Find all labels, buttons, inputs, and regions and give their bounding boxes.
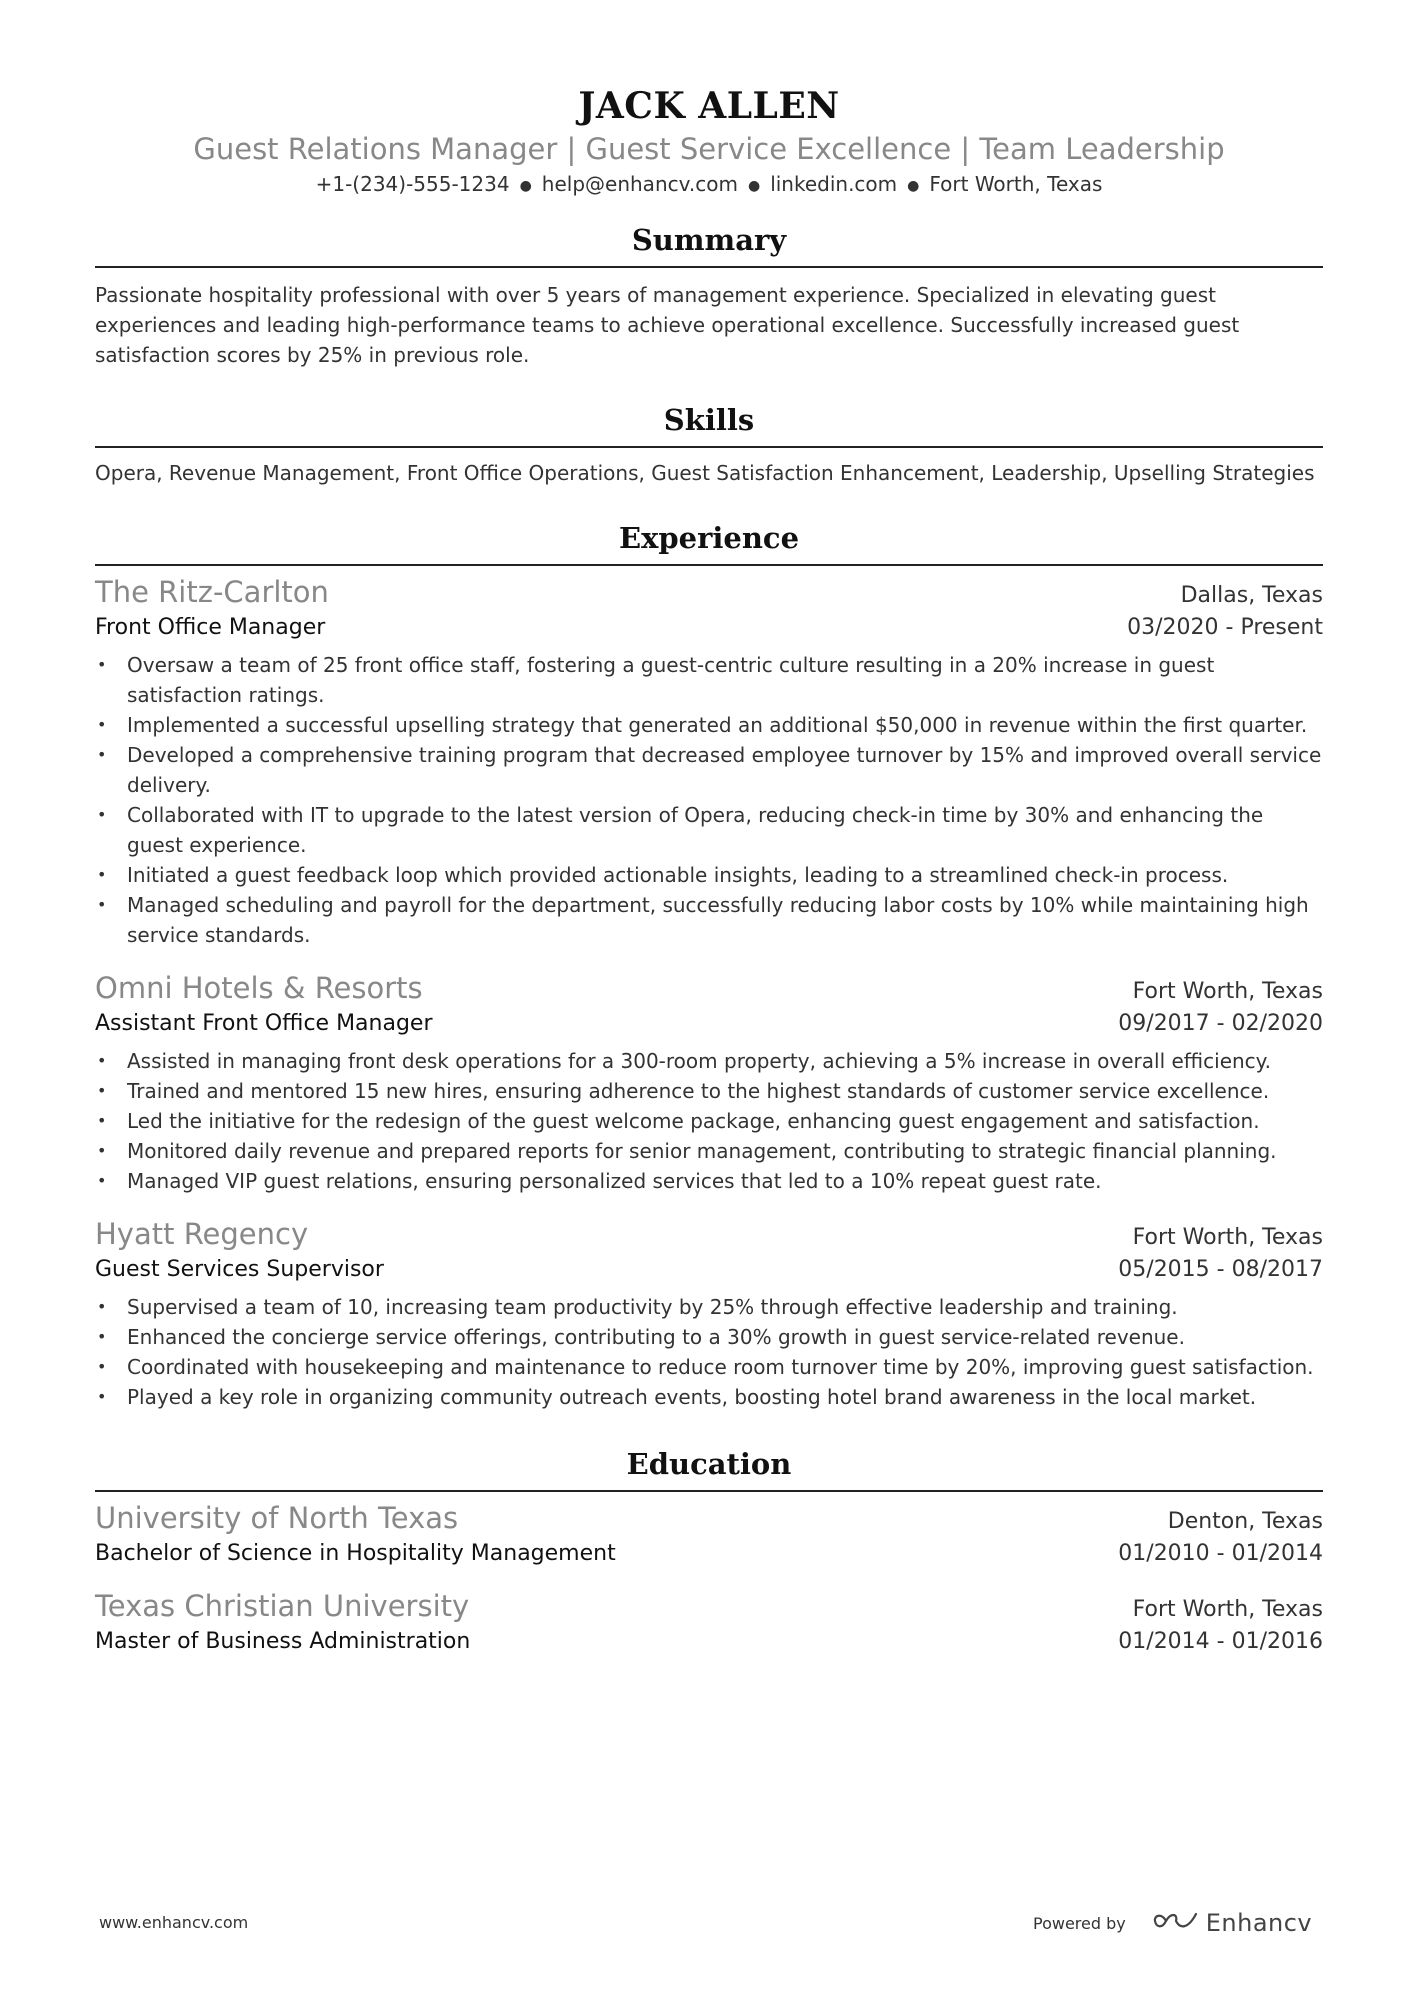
- education-dates: 01/2014 - 01/2016: [1118, 1628, 1323, 1654]
- separator-dot: ●: [747, 177, 761, 194]
- contact-phone[interactable]: +1-(234)-555-1234: [315, 172, 510, 196]
- job-bullets: [95, 1046, 1323, 1196]
- education-title: Education: [626, 1446, 792, 1481]
- job-bullets: [95, 650, 1323, 950]
- separator-dot: ●: [519, 177, 532, 194]
- section-divider: [95, 446, 1323, 448]
- section-divider: [95, 564, 1323, 566]
- bullet-item: • Initiated a guest feedback loop which provided actionable insights, leading to a streamlined check-in process.: [95, 860, 1323, 890]
- bullet-item: • Implemented a successful upselling strategy that generated an additional $50,000 in revenue within the first quarter.: [95, 710, 1323, 740]
- bullet-item: • Assisted in managing front desk operations for a 300-room property, achieving a 5% increase in overall efficiency.: [95, 1046, 1323, 1076]
- school-name: Texas Christian University: [95, 1588, 470, 1623]
- candidate-headline: Guest Relations Manager | Guest Service Excellence | Team Leadership: [193, 132, 1225, 166]
- degree-name: Master of Business Administration: [95, 1628, 471, 1654]
- contact-email[interactable]: help@enhancv.com: [541, 172, 738, 196]
- bullet-item: • Collaborated with IT to upgrade to the latest version of Opera, reducing check-in time by 30% and enhancing the guest experience.: [95, 800, 1323, 860]
- bullet-item: • Managed VIP guest relations, ensuring personalized services that led to a 10% repeat guest rate.: [95, 1166, 1323, 1196]
- school-location: Denton, Texas: [1167, 1508, 1323, 1534]
- job-title: Assistant Front Office Manager: [95, 1010, 433, 1036]
- bullet-item: • Developed a comprehensive training program that decreased employee turnover by 15% and improved overall service delivery.: [95, 740, 1323, 800]
- bullet-item: • Led the initiative for the redesign of the guest welcome package, enhancing guest engagement and satisfaction.: [95, 1106, 1323, 1136]
- skills-text: Opera, Revenue Management, Front Office Operations, Guest Satisfaction Enhancement, Leadership, Upselling Strategies: [95, 460, 1315, 485]
- contact-linkedin[interactable]: linkedin.com: [770, 172, 898, 196]
- candidate-name: JACK ALLEN: [578, 85, 840, 127]
- job-location: Dallas, Texas: [1180, 582, 1323, 608]
- separator-dot: ●: [907, 177, 920, 194]
- school-location: Fort Worth, Texas: [1132, 1596, 1323, 1622]
- job-title: Guest Services Supervisor: [95, 1256, 384, 1282]
- bullet-item: • Monitored daily revenue and prepared reports for senior management, contributing to strategic financial planning.: [95, 1136, 1323, 1166]
- footer-branding[interactable]: [1033, 1909, 1312, 1937]
- experience-title: Experience: [618, 520, 800, 555]
- degree-name: Bachelor of Science in Hospitality Management: [95, 1540, 616, 1566]
- bullet-item: • Coordinated with housekeeping and maintenance to reduce room turnover time by 20%, improving guest satisfaction.: [95, 1352, 1323, 1382]
- contact-location: Fort Worth, Texas: [929, 172, 1103, 196]
- job-title: Front Office Manager: [95, 614, 326, 640]
- page-footer: [0, 1905, 1410, 1935]
- job-location: Fort Worth, Texas: [1132, 1224, 1323, 1250]
- resume-page: [95, 0, 1323, 1658]
- education-entry: [95, 1588, 1323, 1658]
- enhancv-logo-icon: [1152, 1909, 1198, 1937]
- job-dates: 03/2020 - Present: [1127, 614, 1323, 640]
- section-divider: [95, 1490, 1323, 1492]
- brand-name: Enhancv: [1205, 1909, 1313, 1937]
- skills-section: [95, 400, 1323, 488]
- footer-website-link[interactable]: www.enhancv.com: [99, 1913, 249, 1932]
- experience-entry: [95, 1216, 1323, 1412]
- resume-header: [95, 0, 1323, 200]
- experience-entry: [95, 574, 1323, 950]
- summary-section: [95, 220, 1323, 370]
- powered-by-label: Powered by: [1033, 1913, 1126, 1933]
- education-section: [95, 1444, 1323, 1658]
- summary-title: Summary: [631, 222, 787, 257]
- company-name: Omni Hotels & Resorts: [95, 970, 423, 1005]
- company-name: Hyatt Regency: [95, 1216, 309, 1251]
- company-name: The Ritz-Carlton: [95, 574, 329, 609]
- bullet-item: • Played a key role in organizing community outreach events, boosting hotel brand awareness in the local market.: [95, 1382, 1323, 1412]
- bullet-item: • Oversaw a team of 25 front office staff, fostering a guest-centric culture resulting in a 20% increase in guest satisfaction ratings.: [95, 650, 1323, 710]
- bullet-item: • Trained and mentored 15 new hires, ensuring adherence to the highest standards of customer service excellence.: [95, 1076, 1323, 1106]
- experience-entry: [95, 970, 1323, 1196]
- education-entry: [95, 1500, 1323, 1570]
- job-dates: 05/2015 - 08/2017: [1118, 1256, 1323, 1282]
- job-dates: 09/2017 - 02/2020: [1118, 1010, 1323, 1036]
- school-name: University of North Texas: [95, 1500, 459, 1535]
- bullet-item: • Managed scheduling and payroll for the department, successfully reducing labor costs by 10% while maintaining high service standards.: [95, 890, 1323, 950]
- bullet-item: • Supervised a team of 10, increasing team productivity by 25% through effective leadership and training.: [95, 1292, 1323, 1322]
- summary-text: Passionate hospitality professional with over 5 years of management experience. Specialized in elevating guest experiences and leading high-performance teams to achieve operational excellence. Successfully increased guest satisfaction scores by 25% in previous role.: [95, 282, 1240, 367]
- job-location: Fort Worth, Texas: [1132, 978, 1323, 1004]
- job-bullets: [95, 1292, 1323, 1412]
- contact-line: [95, 170, 1323, 200]
- bullet-item: • Enhanced the concierge service offerings, contributing to a 30% growth in guest service-related revenue.: [95, 1322, 1323, 1352]
- education-dates: 01/2010 - 01/2014: [1118, 1540, 1323, 1566]
- section-divider: [95, 266, 1323, 268]
- skills-title: Skills: [663, 402, 755, 437]
- experience-section: [95, 518, 1323, 1412]
